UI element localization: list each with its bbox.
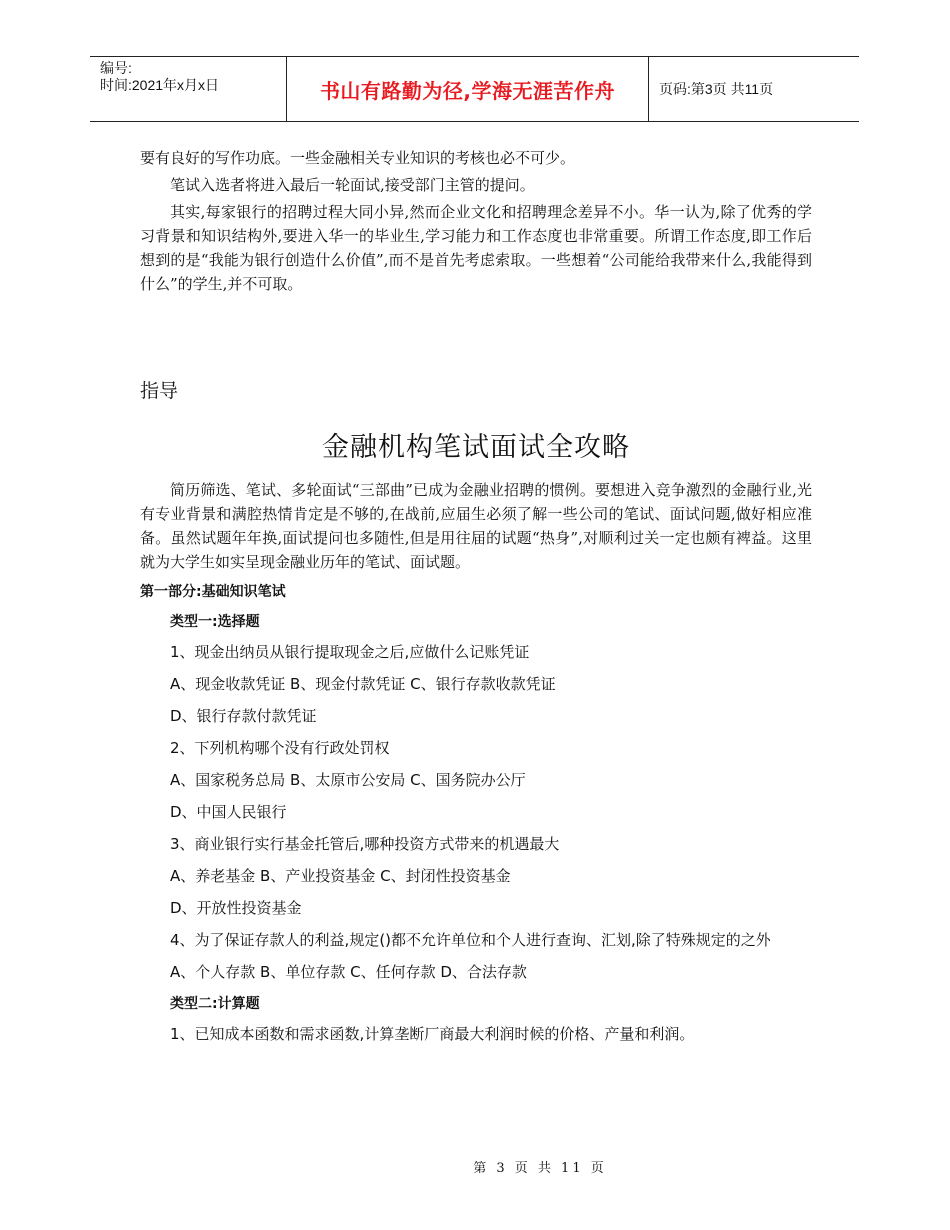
page-header bbox=[90, 56, 859, 122]
calc-question-1: 1、已知成本函数和需求函数,计算垄断厂商最大利润时候的价格、产量和利润。 bbox=[170, 1025, 695, 1043]
question-4-options: A、个人存款 B、单位存款 C、任何存款 D、合法存款 bbox=[170, 963, 527, 981]
type1-heading: 类型一:选择题 bbox=[170, 614, 260, 630]
section-label: 指导 bbox=[140, 380, 179, 402]
header-meta bbox=[90, 57, 287, 121]
number-label: 编号: bbox=[100, 60, 132, 76]
question-1-options-abc: A、现金收款凭证 B、现金付款凭证 C、银行存款收款凭证 bbox=[170, 675, 556, 693]
question-2: 2、下列机构哪个没有行政处罚权 bbox=[170, 739, 390, 757]
document-body bbox=[140, 146, 812, 1054]
question-3: 3、商业银行实行基金托管后,哪种投资方式带来的机遇最大 bbox=[170, 835, 560, 853]
type2-heading: 类型二:计算题 bbox=[170, 996, 260, 1012]
article-intro: 简历筛选、笔试、多轮面试“三部曲”已成为金融业招聘的惯例。要想进入竞争激烈的金融行业,光有专业背景和满腔热情肯定是不够的,在战前,应届生必须了解一些公司的笔试、面试问题,做好相应准备。虽然试题年年换,面试提问也多随性,但是用往届的试题“热身”,对顺利过关一定也颇有裨益。这里就为大学生如实呈现金融业历年的笔试、面试题。 bbox=[140, 481, 812, 571]
question-3-options-abc: A、养老基金 B、产业投资基金 C、封闭性投资基金 bbox=[170, 867, 511, 885]
question-4: 4、为了保证存款人的利益,规定()都不允许单位和个人进行查询、汇划,除了特殊规定的之外 bbox=[170, 931, 771, 949]
question-2-option-d: D、中国人民银行 bbox=[170, 803, 287, 821]
time-label: 时间:2021年x月x日 bbox=[100, 77, 220, 93]
question-1-option-d: D、银行存款付款凭证 bbox=[170, 707, 317, 725]
header-page-label: 页码:第3页 共11页 bbox=[659, 81, 774, 97]
intro-paragraph-1: 要有良好的写作功底。一些金融相关专业知识的考核也必不可少。 bbox=[140, 149, 576, 167]
page-footer: 第 3 页 共 11 页 bbox=[473, 1161, 607, 1176]
article-title: 金融机构笔试面试全攻略 bbox=[322, 432, 630, 463]
intro-paragraph-3: 其实,每家银行的招聘过程大同小异,然而企业文化和招聘理念差异不小。华一认为,除了优秀的学习背景和知识结构外,要进入华一的毕业生,学习能力和工作态度也非常重要。所谓工作态度,即工作后想到的是“我能为银行创造什么价值”,而不是首先考虑索取。一些想着“公司能给我带来什么,我能得到什么”的学生,并不可取。 bbox=[140, 203, 812, 293]
question-3-option-d: D、开放性投资基金 bbox=[170, 899, 302, 917]
part-heading: 第一部分:基础知识笔试 bbox=[140, 584, 286, 600]
question-2-options-abc: A、国家税务总局 B、太原市公安局 C、国务院办公厅 bbox=[170, 771, 526, 789]
intro-paragraph-2: 笔试入选者将进入最后一轮面试,接受部门主管的提问。 bbox=[170, 176, 535, 194]
header-motto: 书山有路勤为径,学海无涯苦作舟 bbox=[287, 57, 649, 121]
question-1: 1、现金出纳员从银行提取现金之后,应做什么记账凭证 bbox=[170, 643, 530, 661]
